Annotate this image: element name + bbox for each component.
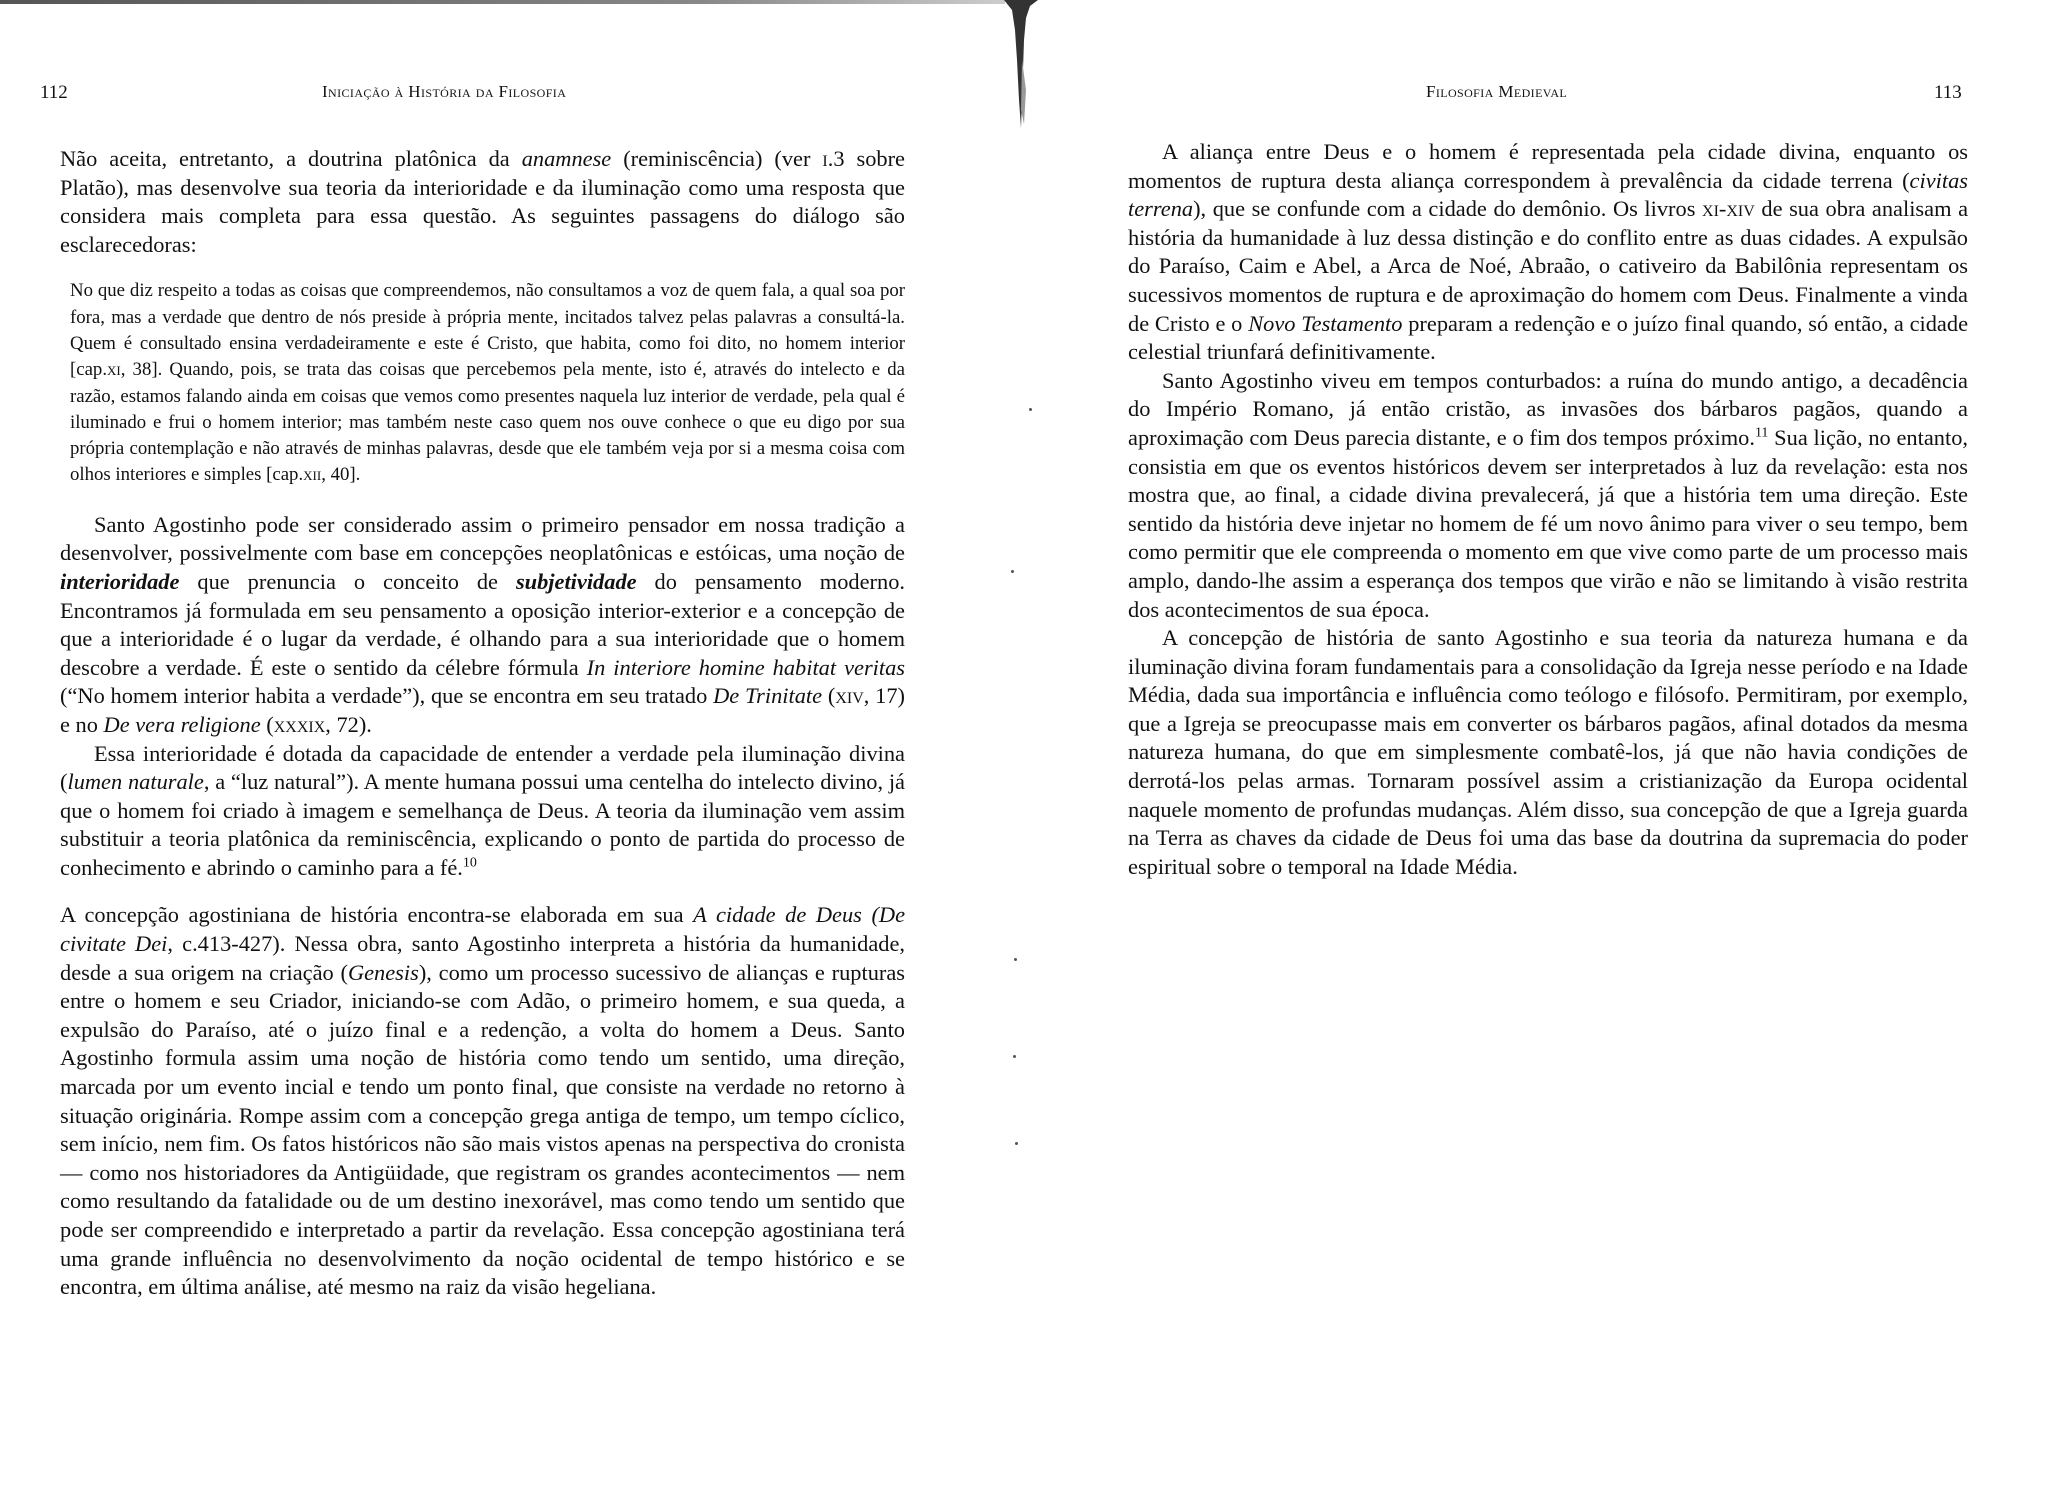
body-text bbox=[60, 145, 905, 1302]
footnote-ref[interactable]: 11 bbox=[1754, 425, 1769, 441]
scan-speck bbox=[1011, 570, 1014, 573]
right-page bbox=[1040, 0, 2048, 1491]
paragraph: Essa interioridade é dotada da capacidade de entender a verdade pela iluminação divina (lumen naturale, a “luz natural”). A mente humana possui uma centelha do intelecto divino, já que o homem foi criado à imagem e semelhança de Deus. A teoria da iluminação vem assim substituir a teoria platônica da reminiscência, explicando o ponto de partida do processo de conhecimento e abrindo o caminho para a fé.$^{10}$ bbox=[60, 740, 905, 880]
left-page bbox=[0, 0, 1010, 1491]
block-quote: No que diz respeito a todas as coisas que compreendemos, não consultamos a voz de quem fala, a qual soa por fora, mas a verdade que dentro de nós preside à própria mente, incitados talvez pelas palavras a consultá-la. Quem é consultado ensina verdadeiramente e este é Cristo, que habita, como foi dito, no homem interior [cap.xi, 38]. Quando, pois, se trata das coisas que percebemos pela mente, isto é, através do intelecto e da razão, estamos falando ainda em coisas que vemos como presentes naquela luz interior de verdade, pela qual é iluminado e frui o homem interior; mas também neste caso quem nos ouve conhece o que eu digo por sua própria contemplação e não através de minhas palavras, desde que ele também veja por si a mesma coisa com olhos interiores e simples [cap.xii, 40]. bbox=[70, 280, 905, 486]
scan-speck bbox=[1015, 1142, 1018, 1145]
page-number: 112 bbox=[40, 82, 68, 103]
paragraph: Não aceita, entretanto, a doutrina platônica da anamnese (reminiscência) (ver i.3 sobre Platão), mas desenvolve sua teoria da interioridade e da iluminação como uma resposta que considera mais completa para essa questão. As seguintes passagens do diálogo são esclarecedoras: bbox=[60, 146, 905, 257]
paragraph: Santo Agostinho viveu em tempos conturbados: a ruína do mundo antigo, a decadência do Império Romano, já então cristão, as invasões dos bárbaros pagãos, quando a aproximação com Deus parecia distante, e o fim dos tempos próximo.$^{11}$ Sua lição, no entanto, consistia em que os eventos históricos devem ser interpretados à luz da revelação: esta nos mostra que, ao final, a cidade divina prevalecerá, já que a história tem uma direção. Este sentido da história deve injetar no homem de fé um novo ânimo para viver o seu tempo, bem como permitir que ele compreenda o momento em que vive como parte de um processo mais amplo, dando-lhe assim a esperança dos tempos que virão e não se limitando à visão restrita dos acontecimentos de sua época. bbox=[1128, 367, 1968, 622]
body-text bbox=[1128, 138, 1968, 881]
paragraph: A aliança entre Deus e o homem é representada pela cidade divina, enquanto os momentos de ruptura desta aliança correspondem à prevalência da cidade terrena (civitas terrena), que se confunde com a cidade do demônio. Os livros xi-xiv de sua obra analisam a história da humanidade à luz dessa distinção e do conflito entre as duas cidades. A expulsão do Paraíso, Caim e Abel, a Arca de Noé, Abraão, o cativeiro da Babilônia representam os sucessivos momentos de ruptura e de aproximação do homem com Deus. Finalmente a vinda de Cristo e o Novo Testamento preparam a redenção e o juízo final quando, só então, a cidade celestial triunfará definitivamente. bbox=[1128, 139, 1969, 365]
running-head: Iniciação à História da Filosofia bbox=[322, 82, 567, 101]
page-number: 113 bbox=[1934, 82, 1962, 103]
paragraph: Santo Agostinho pode ser considerado assim o primeiro pensador em nossa tradição a desenvolver, possivelmente com base em concepções neoplatônicas e estóicas, uma noção de interioridade que prenuncia o conceito de subjetividade do pensamento moderno. Encontramos já formulada em seu pensamento a oposição interior-exterior e a concepção de que a interioridade é o lugar da verdade, é olhando para a sua interioridade que o homem descobre a verdade. É este o sentido da célebre fórmula In interiore homine habitat veritas (“No homem interior habita a verdade”), que se encontra em seu tratado De Trinitate (xiv, 17) e no De vera religione (xxxix, 72). bbox=[60, 511, 906, 737]
scan-speck bbox=[1014, 958, 1017, 961]
paragraph: A concepção agostiniana de história encontra-se elaborada em sua A cidade de Deus (De civitate Dei, c.413-427). Nessa obra, santo Agostinho interpreta a história da humanidade, desde a sua origem na criação (Genesis), como um processo sucessivo de alianças e rupturas entre o homem e seu Criador, iniciando-se com Adão, o primeiro homem, e sua queda, a expulsão do Paraíso, até o juízo final e a redenção, a volta do homem a Deus. Santo Agostinho formula assim uma noção de história como tendo um sentido, uma direção, marcada por um evento incial e tendo um ponto final, que consiste na verdade no retorno à situação originária. Rompe assim com a concepção grega antiga de tempo, um tempo cíclico, sem início, nem fim. Os fatos históricos não são mais vistos apenas na perspectiva do cronista — como nos historiadores da Antigüidade, que registram os grandes acontecimentos — nem como resultando da fatalidade ou de um destino inexorável, mas como tendo um sentido que pode ser compreendido e interpretado a partir da revelação. Essa concepção agostiniana terá uma grande influência no desenvolvimento da noção ocidental de tempo histórico e se encontra, em última análise, até mesmo na raiz da visão hegeliana. bbox=[60, 902, 906, 1300]
footnote-ref[interactable]: 10 bbox=[462, 855, 477, 871]
scan-speck bbox=[1013, 1055, 1016, 1058]
scan-speck bbox=[1029, 408, 1032, 411]
running-head: Filosofia Medieval bbox=[1426, 82, 1568, 101]
paragraph: A concepção de história de santo Agostinho e sua teoria da natureza humana e da iluminação divina foram fundamentais para a consolidação da Igreja nesse período e na Idade Média, dada sua importância e influência como teólogo e filósofo. Permitiram, por exemplo, que a Igreja se preocupasse mais em converter os bárbaros pagãos, afinal dotados da mesma natureza humana, do que em simplesmente combatê-los, já que não havia condições de derrotá-los pelas armas. Tornaram possível assim a cristianização da Europa ocidental naquele momento de profundas mudanças. Além disso, sua concepção de que a Igreja guarda na Terra as chaves da cidade de Deus foi uma das base da doutrina da supremacia do poder espiritual sobre o temporal na Idade Média. bbox=[1128, 625, 1968, 879]
